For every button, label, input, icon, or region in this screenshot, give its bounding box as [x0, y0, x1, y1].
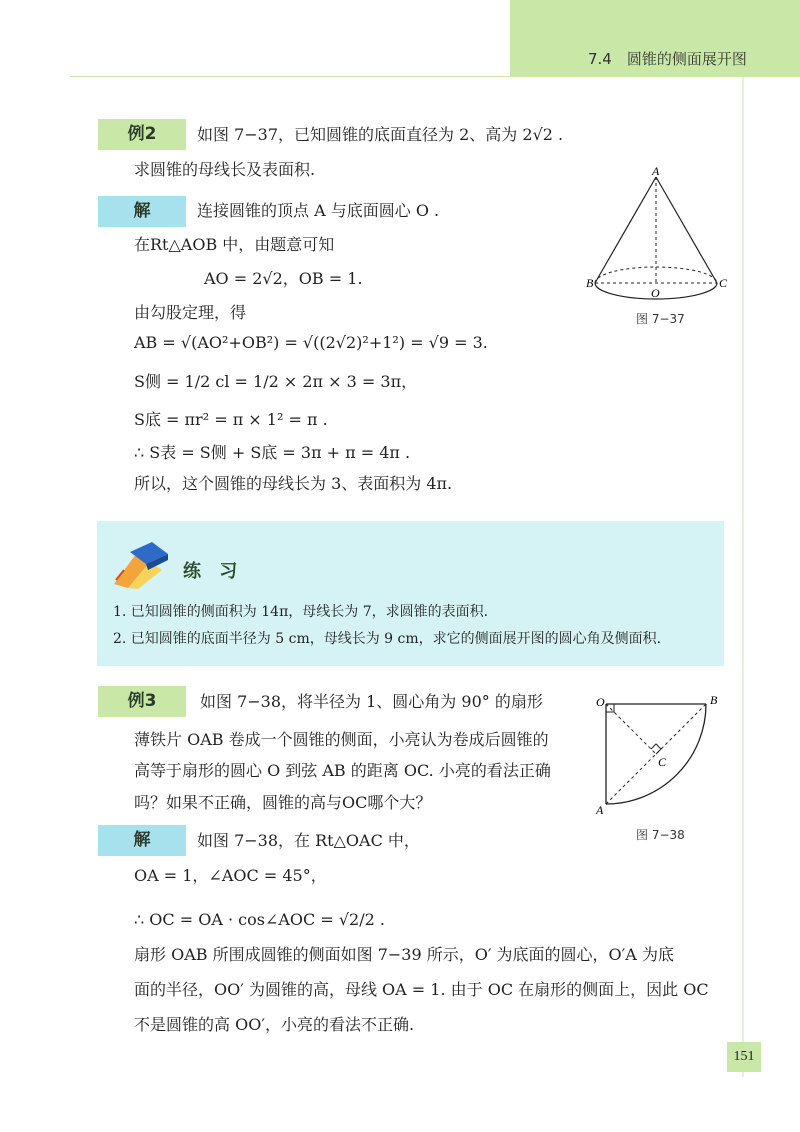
practice-icon: [110, 540, 172, 590]
example2-step7: S底 = πr² = π × 1² = π .: [134, 410, 328, 429]
example3-step3: ∴ OC = OA · cos∠AOC = √2/2 .: [134, 910, 385, 929]
section-title: 7.4 圆锥的侧面展开图: [588, 50, 747, 68]
header-rule: [70, 76, 510, 77]
example3-step2: OA = 1，∠AOC = 45°，: [134, 866, 327, 885]
example2-line1: 如图 7−37，已知圆锥的底面直径为 2、高为 2√2 .: [197, 125, 564, 144]
example3-line4: 吗？如果不正确，圆锥的高与OC哪个大？: [134, 793, 432, 812]
cone-label-a: A: [652, 164, 660, 178]
figure37-caption: 图 7−37: [636, 312, 685, 326]
figure38-caption: 图 7−38: [636, 828, 685, 842]
sector-label-a: A: [596, 803, 604, 817]
example3-step1: 如图 7−38，在 Rt△OAC 中，: [197, 831, 420, 850]
example2-step9: 所以，这个圆锥的母线长为 3、表面积为 4π.: [134, 474, 453, 493]
example2-line2: 求圆锥的母线长及表面积.: [134, 160, 316, 179]
sector-label-c: C: [658, 755, 667, 769]
example3-line1: 如图 7−38，将半径为 1、圆心角为 90° 的扇形: [200, 692, 543, 711]
example3-para-1: 扇形 OAB 所围成圆锥的侧面如图 7−39 所示，O′ 为底面的圆心，O′A 为底: [134, 945, 674, 964]
example3-label: 例3: [98, 686, 186, 717]
example2-solution-label: 解: [98, 196, 186, 227]
example3-para-3: 不是圆锥的高 OO′，小亮的看法不正确.: [134, 1015, 415, 1034]
example2-step3: AO = 2√2，OB = 1.: [204, 269, 363, 288]
example2-step1: 连接圆锥的顶点 A 与底面圆心 O .: [197, 201, 440, 220]
sector-figure: [592, 692, 722, 817]
sector-label-b: B: [710, 693, 718, 707]
example2-step8: ∴ S表 = S侧 + S底 = 3π + π = 4π .: [134, 443, 411, 462]
practice-title: 练 习: [183, 561, 244, 582]
page-number: 151: [727, 1042, 761, 1072]
example2-step5: AB = √(AO²+OB²) = √((2√2)²+1²) = √9 = 3.: [134, 333, 488, 352]
sector-label-o: O: [596, 695, 605, 709]
example2-step4: 由勾股定理，得: [134, 303, 247, 322]
practice-item-1: 1. 已知圆锥的侧面积为 14π，母线长为 7，求圆锥的表面积.: [113, 604, 489, 620]
example3-line3: 高等于扇形的圆心 O 到弦 AB 的距离 OC. 小亮的看法正确: [134, 761, 551, 780]
right-margin-rule: [742, 77, 744, 1077]
practice-item-2: 2. 已知圆锥的底面半径为 5 cm，母线长为 9 cm，求它的侧面展开图的圆心角及侧面积.: [113, 631, 662, 647]
example2-label: 例2: [98, 119, 186, 150]
sector-right-angle-c: [651, 744, 661, 754]
cone-label-o: O: [651, 286, 660, 300]
cone-label-c: C: [719, 276, 728, 290]
example2-step6: S侧 = 1/2 cl = 1/2 × 2π × 3 = 3π，: [134, 372, 418, 391]
cone-figure: [586, 165, 726, 305]
example3-line2: 薄铁片 OAB 卷成一个圆锥的侧面，小亮认为卷成后圆锥的: [134, 730, 549, 749]
example3-para-2: 面的半径，OO′ 为圆锥的高，母线 OA = 1. 由于 OC 在扇形的侧面上，因此 OC: [134, 980, 709, 999]
cone-label-b: B: [586, 276, 594, 290]
example2-step2: 在Rt△AOB 中，由题意可知: [134, 235, 335, 254]
example3-solution-label: 解: [98, 825, 186, 856]
